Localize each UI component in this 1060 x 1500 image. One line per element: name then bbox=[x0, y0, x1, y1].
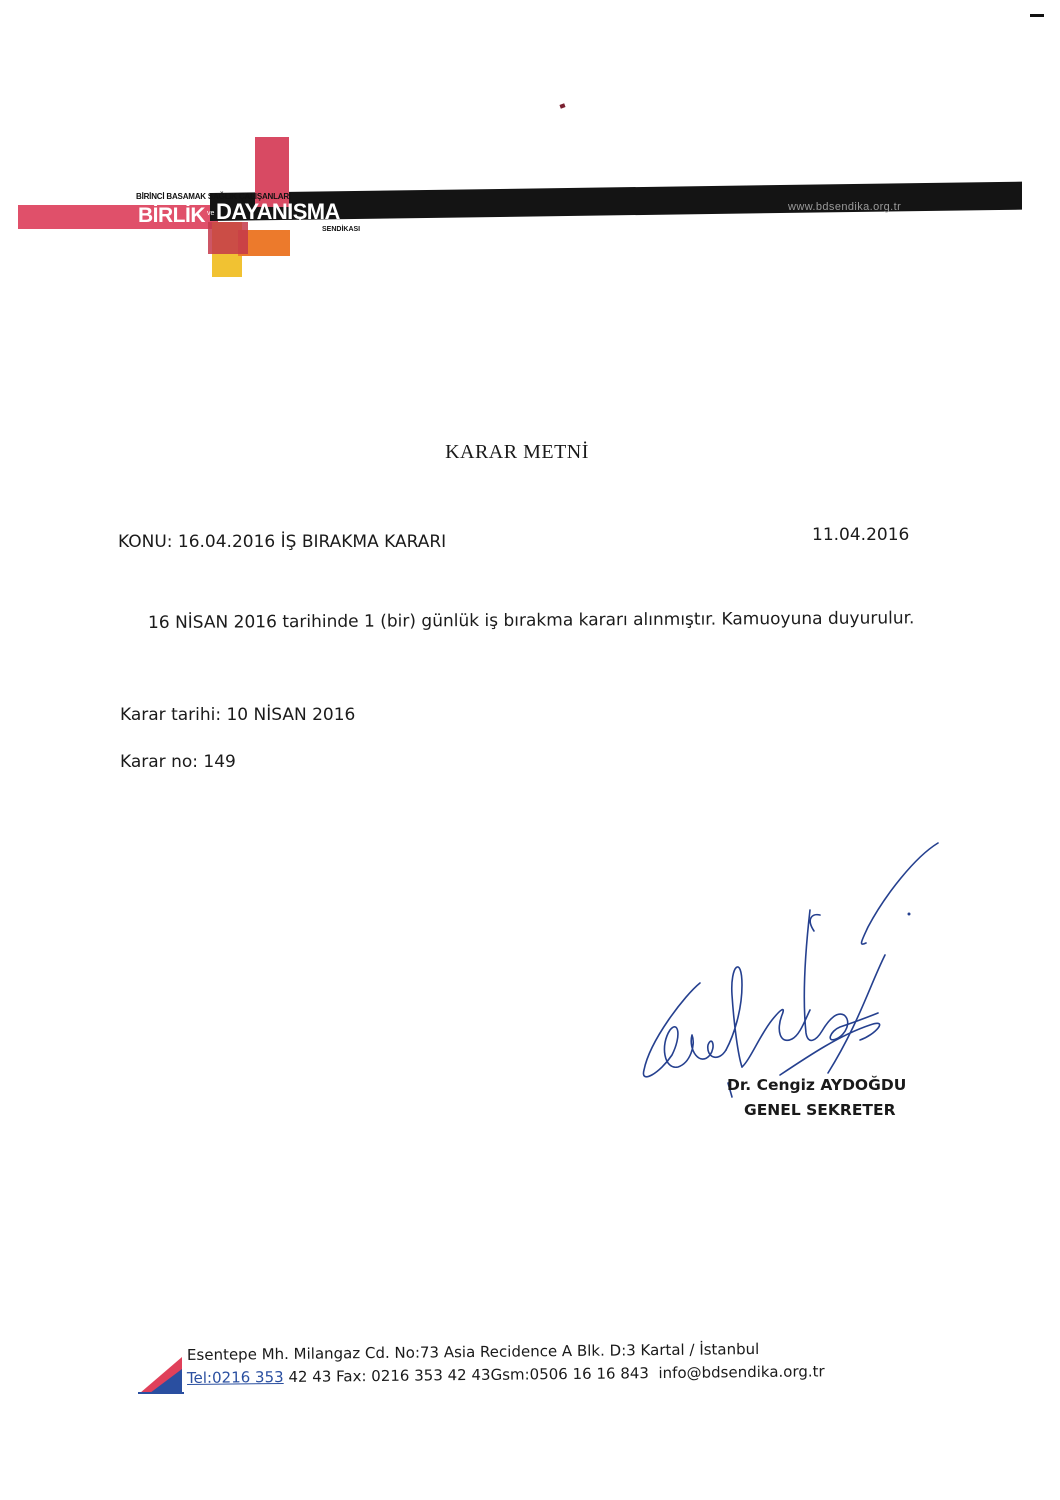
handwritten-signature bbox=[630, 835, 950, 1105]
footer-tel-link[interactable]: Tel:0216 353 bbox=[186, 1367, 284, 1387]
logo-subtitle: BİRİNCİ BASAMAK SAĞLIK ÇALIŞANLARI bbox=[136, 192, 291, 201]
decision-number: Karar no: 149 bbox=[120, 752, 236, 772]
logo-birlik-text: BİRLİK bbox=[138, 204, 205, 227]
logo-dayanisma-text: DAYANIŞMA bbox=[216, 199, 340, 224]
corner-dash-mark bbox=[1030, 14, 1044, 17]
logo-cross-red bbox=[208, 222, 248, 254]
document-body: 16 NİSAN 2016 tarihinde 1 (bir) günlük iş bırakma kararı alınmıştır. Kamuoyuna duyurulur. bbox=[147, 608, 915, 633]
document-subject: KONU: 16.04.2016 İŞ BIRAKMA KARARI bbox=[118, 532, 447, 552]
signatory-name: Dr. Cengiz AYDOĞDU bbox=[727, 1076, 907, 1094]
footer-contact bbox=[187, 1362, 825, 1387]
scan-speck bbox=[559, 103, 565, 108]
logo-sendikasi-text: SENDİKASI bbox=[322, 226, 361, 233]
letterhead-website: www.bdsendika.org.tr bbox=[788, 201, 902, 213]
logo-ve-text: ve bbox=[207, 210, 215, 217]
decision-date: Karar tarihi: 10 NİSAN 2016 bbox=[120, 705, 356, 725]
signatory-role: GENEL SEKRETER bbox=[744, 1101, 896, 1119]
footer-triangle-icon bbox=[138, 1355, 184, 1395]
document-date: 11.04.2016 bbox=[812, 525, 910, 545]
footer-contact-rest: 42 43 Fax: 0216 353 42 43Gsm:0506 16 16 843 info@bdsendika.org.tr bbox=[283, 1362, 825, 1386]
footer-address: Esentepe Mh. Milangaz Cd. No:73 Asia Recidence A Blk. D:3 Kartal / İstanbul bbox=[186, 1340, 760, 1364]
document-title: KARAR METNİ bbox=[445, 441, 589, 463]
